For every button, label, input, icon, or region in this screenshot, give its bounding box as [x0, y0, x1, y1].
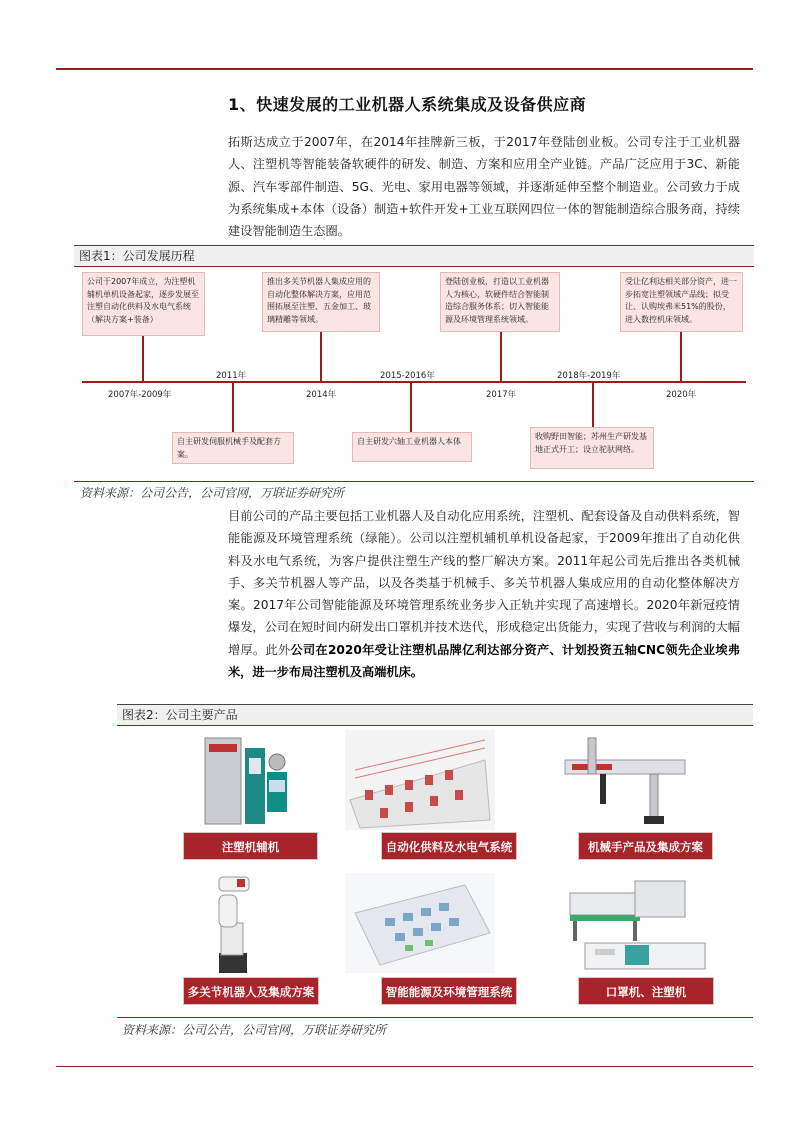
product-feeding-system: [345, 730, 495, 834]
timeline-event-2017: 登陆创业板，打造以工业机器人为核心，软硬件结合智能制造综合服务体系；切入智能能源及环境管理系统领域。: [440, 272, 560, 332]
product-robot: [183, 873, 333, 977]
figure1-source: 资料来源：公司公告，公司官网，万联证券研究所: [80, 486, 345, 500]
timeline-stem: [320, 332, 322, 381]
product-mask-machine: [565, 873, 715, 977]
intro-paragraph: 拓斯达成立于2007年，在2014年挂牌新三板，于2017年登陆创业板。公司专注于工业机器人、注塑机等智能装备软硬件的研发、制造、方案和应用全产业链。产品广泛应用于3C、新能源、汽车零部件制造、5G、光电、家用电器等领域，并逐渐延伸至整个制造业。公司致力于成为系统集成+本体（设备）制造+软件开发+工业互联网四位一体的智能制造综合服务商，持续建设智能制造生态圈。: [228, 135, 740, 239]
timeline-event-2018: 收购野田智能；苏州生产研发基地正式开工；设立驼驮网络。: [530, 427, 654, 469]
feeding-system-image: [345, 730, 495, 830]
product-label-mask: 口罩机、注塑机: [578, 977, 714, 1005]
timeline-stem: [410, 383, 412, 432]
energy-system-image: [345, 873, 495, 973]
timeline-year-2014: 2014年: [306, 390, 337, 400]
figure2-source: 资料来源：公司公告，公司官网，万联证券研究所: [122, 1023, 387, 1037]
timeline-year-2015: 2015-2016年: [380, 371, 435, 381]
footer-rule: [56, 1066, 753, 1067]
product-auxiliary-machine: [183, 730, 333, 834]
product-label-energy: 智能能源及环境管理系统: [381, 977, 517, 1005]
figure2-end-line: [117, 1017, 753, 1018]
product-label-auxiliary: 注塑机辅机: [183, 832, 318, 860]
figure1-end-line: [74, 481, 754, 482]
mask-machine-image: [565, 873, 715, 973]
timeline-stem: [592, 383, 594, 427]
timeline-year-2011: 2011年: [216, 371, 247, 381]
timeline-year-2020: 2020年: [666, 390, 697, 400]
timeline-axis: [82, 381, 746, 383]
timeline-stem: [142, 336, 144, 381]
auxiliary-machine-image: [183, 730, 333, 830]
timeline-stem: [232, 383, 234, 432]
figure1-title: 图表1：公司发展历程: [74, 245, 754, 267]
timeline: [74, 268, 754, 480]
timeline-year-2017: 2017年: [486, 390, 517, 400]
timeline-stem: [500, 332, 502, 381]
body-paragraph-normal: 目前公司的产品主要包括工业机器人及自动化应用系统，注塑机、配套设备及自动供料系统，智能能源及环境管理系统（绿能）。公司以注塑机辅机单机设备起家，于2009年推出了自动化供料及水电气系统，为客户提供注塑生产线的整厂解决方案。2011年起公司先后推出各类机械手、多关节机器人等产品，以及各类基于机械手、多关节机器人集成应用的自动化整体解决方案。2017年公司智能能源及环境管理系统业务步入正轨并实现了高速增长。2020年新冠疫情爆发，公司在短时间内研发出口罩机并技术迭代，形成稳定出货能力，实现了营收与利润的大幅增厚。此外: [228, 509, 740, 657]
timeline-year-2018: 2018年-2019年: [557, 371, 621, 381]
product-energy-system: [345, 873, 495, 977]
manipulator-image: [560, 730, 710, 830]
timeline-event-2014: 推出多关节机器人集成应用的自动化整体解决方案，应用范围拓展至注塑、五金加工、玻璃精雕等领域。: [262, 272, 380, 332]
timeline-year-2007: 2007年-2009年: [108, 390, 172, 400]
body-paragraph-bold: 公司在2020年受让注塑机品牌亿利达部分资产、计划投资五轴CNC领先企业埃弗米，进一步布局注塑机及高端机床。: [228, 642, 741, 680]
figure2-title: 图表2：公司主要产品: [117, 704, 753, 726]
robot-image: [183, 873, 333, 973]
product-label-feeding: 自动化供料及水电气系统: [381, 832, 517, 860]
body-paragraph: [228, 505, 740, 683]
timeline-event-2007: 公司于2007年成立，为注塑机辅机单机设备起家，逐步发展至注塑自动化供料及水电气系统（解决方案+装备）: [82, 272, 205, 336]
timeline-stem: [680, 332, 682, 381]
section-heading: 1、快速发展的工业机器人系统集成及设备供应商: [228, 95, 587, 114]
product-label-robot: 多关节机器人及集成方案: [183, 977, 319, 1005]
timeline-event-2020: 受让亿利达相关部分资产，进一步拓宽注塑领域产品线；拟受让、认购埃弗米51%的股份，进入数控机床领域。: [620, 272, 743, 332]
product-manipulator: [560, 730, 710, 834]
timeline-event-2015: 自主研发六轴工业机器人本体: [352, 432, 472, 462]
product-label-manipulator: 机械手产品及集成方案: [578, 832, 713, 860]
header-rule: [56, 68, 753, 70]
timeline-event-2011: 自主研发伺服机械手及配套方案。: [172, 432, 294, 464]
